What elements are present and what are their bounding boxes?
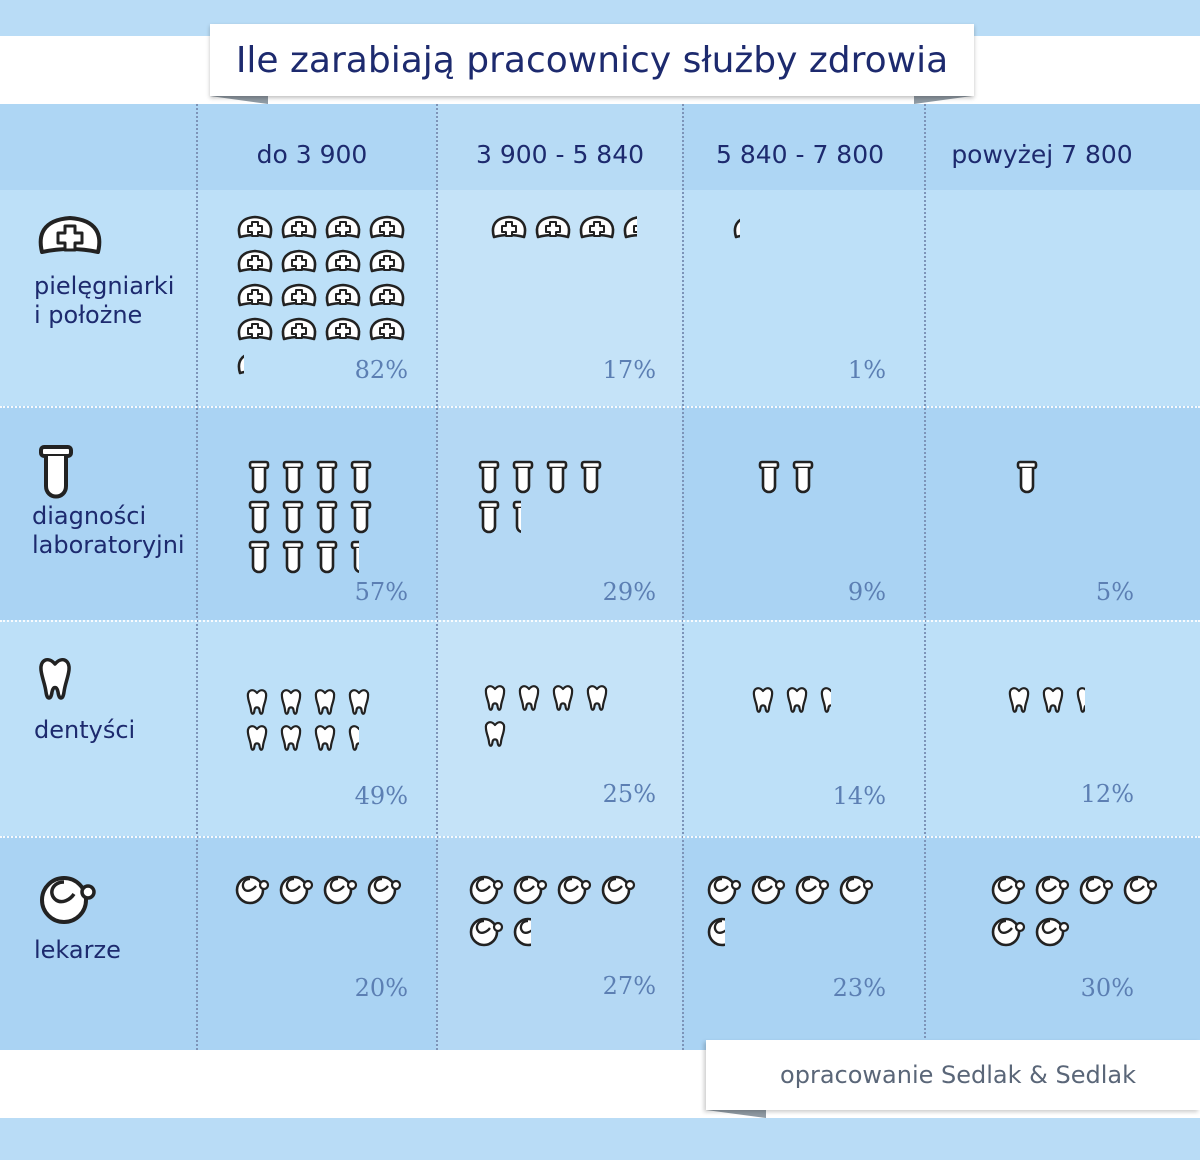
category-label-line: i położne [34,301,143,329]
pictogram-mark [706,872,744,908]
data-label: 25% [602,780,656,808]
data-label: 30% [1080,974,1134,1002]
pictogram-mark [546,460,568,494]
pictogram-mark [280,316,318,344]
data-label: 49% [354,782,408,810]
stethoscope-icon [36,870,102,930]
pictogram-mark [246,688,268,716]
pictogram-mark [732,214,740,242]
pictogram-mark [280,688,302,716]
pictogram-mark [512,914,531,950]
pictogram-mark [1122,872,1160,908]
category-label-lab [32,502,212,560]
pictogram-mark [484,720,506,748]
pictogram-mark [348,724,359,752]
category-label-line: pielęgniarki [34,272,175,300]
pictogram-mark [838,872,876,908]
pictogram-mark [990,914,1028,950]
pictogram-mark [512,500,521,534]
pictogram-mark [750,872,788,908]
column-divider [436,104,438,1050]
pictogram-mark [368,248,406,276]
pictogram-mark [580,460,602,494]
pictogram-mark [752,686,774,714]
pictogram-mark [368,316,406,344]
pictogram-mark [490,214,528,242]
pictogram-mark [758,460,780,494]
column-shade [436,104,682,1050]
pictogram-mark [786,686,808,714]
title-fold [914,96,972,104]
pictogram-mark [236,248,274,276]
pictogram-mark [234,872,272,908]
pictogram-mark [484,684,506,712]
category-label-dentists [34,716,214,745]
column-divider [196,104,198,1050]
pictogram-mark [350,540,359,574]
pictogram-mark [1078,872,1116,908]
pictogram-mark [282,500,304,534]
pictogram-mark [622,214,637,242]
column-header-4: powyżej 7 800 [951,140,1133,169]
category-label-nurses [34,272,214,330]
pictogram-mark [278,872,316,908]
pictogram-mark [552,684,574,712]
column-header-1: do 3 900 [256,140,368,169]
pictogram-mark [248,540,270,574]
pictogram-mark [324,316,362,344]
pictogram-mark [792,460,814,494]
pictogram-mark [1034,914,1072,950]
row-divider [0,406,1200,408]
pictogram-mark [820,686,831,714]
category-label-line: laboratoryjni [32,531,185,559]
pictogram-mark [316,500,338,534]
data-label: 14% [832,782,886,810]
test-tube-icon [38,444,74,500]
pictogram-mark [1042,686,1064,714]
pictogram-mark [578,214,616,242]
pictogram-mark [280,214,318,242]
pictogram-mark [350,500,372,534]
pictogram-mark [348,688,370,716]
pictogram-mark [518,684,540,712]
pictogram-mark [282,540,304,574]
pictogram-mark [314,688,336,716]
pictogram-mark [314,724,336,752]
pictogram-mark [236,316,274,344]
data-label: 20% [354,974,408,1002]
pictogram-mark [1016,460,1038,494]
category-label-line: lekarze [34,936,121,964]
pictogram-mark [368,214,406,242]
pictogram-mark [794,872,832,908]
pictogram-mark [478,460,500,494]
row-divider [0,620,1200,622]
data-label: 17% [602,356,656,384]
pictogram-mark [1034,872,1072,908]
pictogram-mark [282,460,304,494]
column-header-3: 5 840 - 7 800 [715,140,885,169]
pictogram-mark [316,540,338,574]
data-label: 82% [354,356,408,384]
pictogram-mark [1076,686,1085,714]
category-label-line: diagności [32,502,147,530]
pictogram-mark [990,872,1028,908]
data-label: 29% [602,578,656,606]
pictogram-mark [324,248,362,276]
pictogram-mark [280,248,318,276]
data-label: 1% [847,356,886,384]
footer-fold [706,1110,766,1118]
column-divider [924,104,926,1050]
pictogram-mark [248,500,270,534]
pictogram-mark [468,914,506,950]
pictogram-mark [246,724,268,752]
column-header-2: 3 900 - 5 840 [475,140,645,169]
title-fold [210,96,268,104]
pictogram-mark [706,914,725,950]
pictogram-mark [248,460,270,494]
pictogram-mark [324,214,362,242]
pictogram-mark [1008,686,1030,714]
data-label: 27% [602,972,656,1000]
pictogram-mark [280,724,302,752]
nurse-cap-icon [36,212,104,262]
data-label: 5% [1095,578,1134,606]
pictogram-mark [350,460,372,494]
source-note: opracowanie Sedlak & Sedlak [706,1040,1200,1110]
category-label-doctors [34,936,214,965]
pictogram-mark [316,460,338,494]
category-label-line: dentyści [34,716,136,744]
pictogram-mark [534,214,572,242]
pictogram-mark [368,282,406,310]
pictogram-mark [322,872,360,908]
data-label: 57% [354,578,408,606]
pictogram-mark [280,282,318,310]
pictogram-mark [478,500,500,534]
pictogram-mark [512,872,550,908]
pictogram-mark [324,282,362,310]
pictogram-mark [468,872,506,908]
pictogram-mark [600,872,638,908]
data-label: 12% [1080,780,1134,808]
row-divider [0,836,1200,838]
pictogram-mark [236,214,274,242]
column-divider [682,104,684,1050]
data-label: 23% [832,974,886,1002]
pictogram-mark [556,872,594,908]
pictogram-mark [366,872,404,908]
pictogram-mark [236,350,244,378]
data-label: 9% [847,578,886,606]
tooth-icon [38,656,72,702]
pictogram-mark [512,460,534,494]
pictogram-mark [236,282,274,310]
pictogram-mark [586,684,608,712]
chart-title: Ile zarabiają pracownicy służby zdrowia [210,24,974,96]
